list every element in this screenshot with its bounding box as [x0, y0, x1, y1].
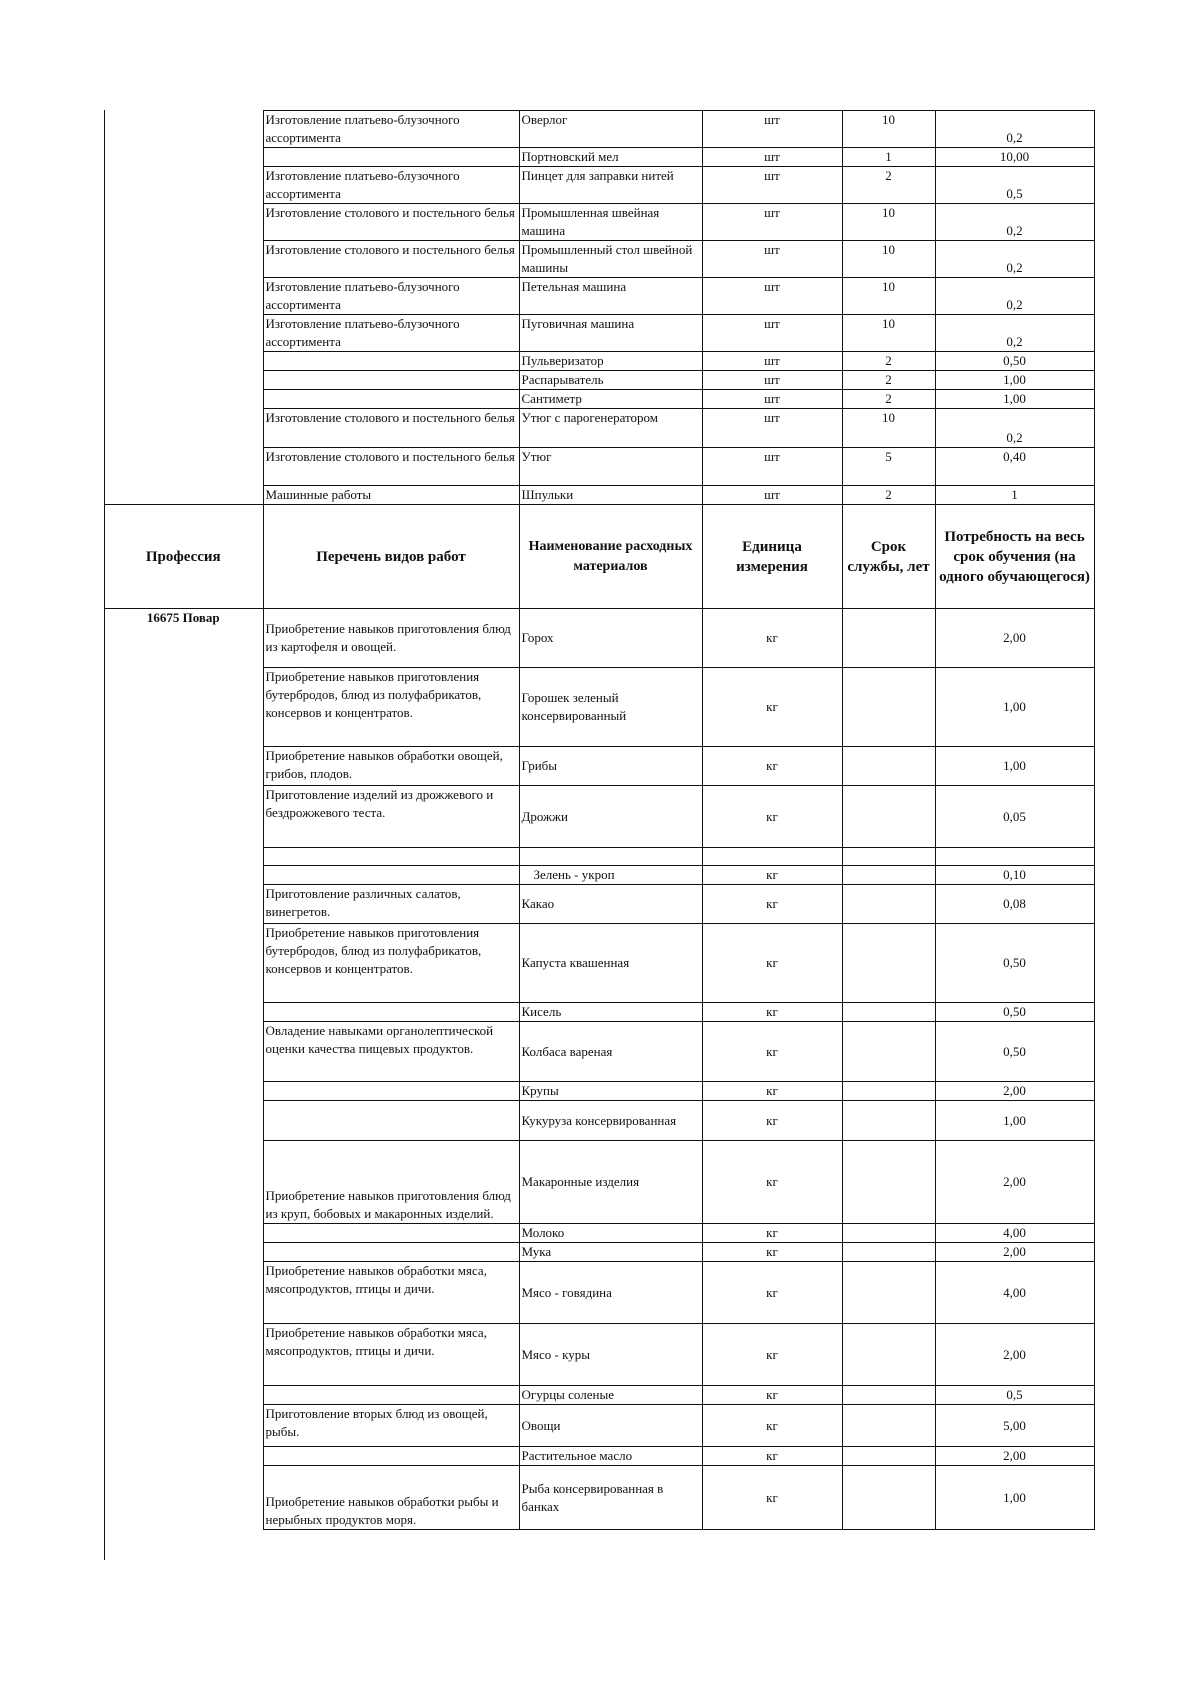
- material-cell: Какао: [519, 885, 702, 924]
- term-cell: 1: [842, 148, 935, 167]
- term-cell: 10: [842, 111, 935, 148]
- term-cell: [842, 866, 935, 885]
- unit-cell: шт: [702, 278, 842, 315]
- table-row: [104, 352, 1094, 371]
- header-profession: Профессия: [104, 505, 263, 609]
- table-row: [104, 409, 1094, 448]
- work-cell: Изготовление столового и постельного белья: [263, 448, 519, 486]
- work-cell: [263, 1101, 519, 1141]
- term-cell: 10: [842, 278, 935, 315]
- table-row: [104, 241, 1094, 278]
- need-cell: 0,5: [935, 1386, 1094, 1405]
- term-cell: 10: [842, 315, 935, 352]
- unit-cell: кг: [702, 1405, 842, 1447]
- work-cell: [263, 866, 519, 885]
- profession-cell: 16675 Повар: [146, 610, 220, 625]
- work-cell: [263, 1447, 519, 1466]
- header-term: Срок службы, лет: [842, 505, 935, 609]
- need-cell: 1,00: [935, 390, 1094, 409]
- material-cell: Сантиметр: [519, 390, 702, 409]
- term-cell: [842, 1324, 935, 1386]
- work-cell: Изготовление столового и постельного белья: [263, 241, 519, 278]
- unit-cell: кг: [702, 1141, 842, 1224]
- need-cell: 2,00: [935, 1082, 1094, 1101]
- table-row: [104, 609, 1094, 668]
- unit-cell: кг: [702, 885, 842, 924]
- unit-cell: кг: [702, 1324, 842, 1386]
- material-cell: Мука: [519, 1243, 702, 1262]
- work-cell: Изготовление платьево-блузочного ассортимента: [263, 111, 519, 148]
- need-cell: 0,5: [935, 167, 1094, 204]
- table-row: [104, 167, 1094, 204]
- term-cell: [842, 609, 935, 668]
- need-cell: 1,00: [935, 668, 1094, 747]
- need-cell: 2,00: [935, 609, 1094, 668]
- table-row: [104, 204, 1094, 241]
- unit-cell: кг: [702, 1243, 842, 1262]
- need-cell: 0,40: [935, 448, 1094, 486]
- unit-cell: кг: [702, 1101, 842, 1141]
- unit-cell: шт: [702, 167, 842, 204]
- unit-cell: шт: [702, 352, 842, 371]
- material-cell: Горошек зеленый консервированный: [519, 668, 702, 747]
- need-cell: 2,00: [935, 1324, 1094, 1386]
- term-cell: [842, 1224, 935, 1243]
- unit-cell: шт: [702, 204, 842, 241]
- header-need: Потребность на весь срок обучения (на одного обучающегося): [935, 505, 1094, 609]
- material-cell: Овощи: [519, 1405, 702, 1447]
- term-cell: [842, 885, 935, 924]
- material-cell: Пульверизатор: [519, 352, 702, 371]
- term-cell: 2: [842, 390, 935, 409]
- material-cell: Шпульки: [519, 486, 702, 505]
- work-cell: [263, 848, 519, 866]
- work-cell: Овладение навыками органолептической оценки качества пищевых продуктов.: [263, 1022, 519, 1082]
- material-cell: Капуста квашенная: [519, 924, 702, 1003]
- term-cell: [842, 786, 935, 848]
- material-cell: Горох: [519, 609, 702, 668]
- term-cell: [842, 924, 935, 1003]
- unit-cell: кг: [702, 1003, 842, 1022]
- term-cell: 2: [842, 167, 935, 204]
- need-cell: 2,00: [935, 1243, 1094, 1262]
- need-cell: 0,2: [935, 204, 1094, 241]
- term-cell: [842, 848, 935, 866]
- unit-cell: кг: [702, 747, 842, 786]
- material-cell: Огурцы соленые: [519, 1386, 702, 1405]
- table-row: [104, 148, 1094, 167]
- term-cell: 2: [842, 371, 935, 390]
- header-materials: Наименование расходных материалов: [519, 505, 702, 609]
- need-cell: 5,00: [935, 1405, 1094, 1447]
- need-cell: 1,00: [935, 371, 1094, 390]
- need-cell: 0,2: [935, 111, 1094, 148]
- term-cell: [842, 1405, 935, 1447]
- table-row: [104, 371, 1094, 390]
- material-cell: Мясо - говядина: [519, 1262, 702, 1324]
- term-cell: [842, 1101, 935, 1141]
- material-cell: Утюг с парогенератором: [519, 409, 702, 448]
- material-cell: Кисель: [519, 1003, 702, 1022]
- work-cell: Приобретение навыков обработки овощей, грибов, плодов.: [263, 747, 519, 786]
- unit-cell: [702, 848, 842, 866]
- work-cell: Приобретение навыков обработки мяса, мясопродуктов, птицы и дичи.: [263, 1262, 519, 1324]
- material-cell: Макаронные изделия: [519, 1141, 702, 1224]
- unit-cell: шт: [702, 448, 842, 486]
- need-cell: 1,00: [935, 1466, 1094, 1530]
- material-cell: Зелень - укроп: [519, 866, 702, 885]
- need-cell: 10,00: [935, 148, 1094, 167]
- term-cell: 2: [842, 486, 935, 505]
- material-cell: Промышленная швейная машина: [519, 204, 702, 241]
- work-cell: Приготовление изделий из дрожжевого и бездрожжевого теста.: [263, 786, 519, 848]
- term-cell: [842, 1003, 935, 1022]
- work-cell: Приобретение навыков приготовления бутербродов, блюд из полуфабрикатов, консервов и концентратов.: [263, 668, 519, 747]
- work-cell: [263, 1243, 519, 1262]
- unit-cell: шт: [702, 315, 842, 352]
- material-cell: Пуговичная машина: [519, 315, 702, 352]
- work-cell: [263, 371, 519, 390]
- material-cell: Растительное масло: [519, 1447, 702, 1466]
- term-cell: [842, 1243, 935, 1262]
- header-unit: Единица измерения: [702, 505, 842, 609]
- material-cell: Петельная машина: [519, 278, 702, 315]
- header-works: Перечень видов работ: [263, 505, 519, 609]
- materials-table: [104, 110, 1095, 1530]
- term-cell: [842, 1466, 935, 1530]
- material-cell: Портновский мел: [519, 148, 702, 167]
- unit-cell: шт: [702, 409, 842, 448]
- material-cell: Крупы: [519, 1082, 702, 1101]
- work-cell: [263, 1082, 519, 1101]
- work-cell: Изготовление столового и постельного белья: [263, 409, 519, 448]
- term-cell: 10: [842, 204, 935, 241]
- work-cell: Изготовление платьево-блузочного ассортимента: [263, 278, 519, 315]
- table-row: [104, 486, 1094, 505]
- term-cell: 10: [842, 241, 935, 278]
- unit-cell: кг: [702, 924, 842, 1003]
- work-cell: [263, 1386, 519, 1405]
- work-cell: Приготовление вторых блюд из овощей, рыбы.: [263, 1405, 519, 1447]
- need-cell: 0,08: [935, 885, 1094, 924]
- need-cell: 0,50: [935, 1003, 1094, 1022]
- material-cell: Промышленный стол швейной машины: [519, 241, 702, 278]
- unit-cell: кг: [702, 1224, 842, 1243]
- need-cell: 1,00: [935, 747, 1094, 786]
- need-cell: [935, 848, 1094, 866]
- table-row: [104, 390, 1094, 409]
- work-cell: Приобретение навыков обработки рыбы и нерыбных продуктов моря.: [263, 1466, 519, 1530]
- need-cell: 1,00: [935, 1101, 1094, 1141]
- need-cell: 0,50: [935, 924, 1094, 1003]
- need-cell: 0,2: [935, 315, 1094, 352]
- unit-cell: кг: [702, 1386, 842, 1405]
- term-cell: 10: [842, 409, 935, 448]
- term-cell: [842, 1141, 935, 1224]
- work-cell: Приобретение навыков приготовления блюд из круп, бобовых и макаронных изделий.: [263, 1141, 519, 1224]
- need-cell: 0,2: [935, 409, 1094, 448]
- table-header-row: [104, 505, 1094, 609]
- unit-cell: кг: [702, 1466, 842, 1530]
- need-cell: 0,2: [935, 278, 1094, 315]
- need-cell: 0,50: [935, 1022, 1094, 1082]
- unit-cell: кг: [702, 668, 842, 747]
- term-cell: 5: [842, 448, 935, 486]
- need-cell: 1: [935, 486, 1094, 505]
- material-cell: Рыба консервированная в банках: [519, 1466, 702, 1530]
- term-cell: [842, 1447, 935, 1466]
- unit-cell: кг: [702, 866, 842, 885]
- material-cell: Грибы: [519, 747, 702, 786]
- material-cell: Оверлог: [519, 111, 702, 148]
- unit-cell: кг: [702, 609, 842, 668]
- unit-cell: шт: [702, 241, 842, 278]
- work-cell: Приобретение навыков обработки мяса, мясопродуктов, птицы и дичи.: [263, 1324, 519, 1386]
- need-cell: 4,00: [935, 1224, 1094, 1243]
- work-cell: [263, 390, 519, 409]
- need-cell: 0,2: [935, 241, 1094, 278]
- material-cell: [519, 848, 702, 866]
- work-cell: Приобретение навыков приготовления блюд из картофеля и овощей.: [263, 609, 519, 668]
- unit-cell: шт: [702, 390, 842, 409]
- table-row: [104, 315, 1094, 352]
- unit-cell: кг: [702, 1447, 842, 1466]
- work-cell: Машинные работы: [263, 486, 519, 505]
- unit-cell: шт: [702, 371, 842, 390]
- term-cell: [842, 1082, 935, 1101]
- material-cell: Колбаса вареная: [519, 1022, 702, 1082]
- work-cell: Изготовление платьево-блузочного ассортимента: [263, 315, 519, 352]
- material-cell: Дрожжи: [519, 786, 702, 848]
- work-cell: [263, 352, 519, 371]
- unit-cell: кг: [702, 1022, 842, 1082]
- unit-cell: кг: [702, 1082, 842, 1101]
- work-cell: Изготовление столового и постельного белья: [263, 204, 519, 241]
- need-cell: 2,00: [935, 1141, 1094, 1224]
- table-row: [104, 111, 1094, 148]
- material-cell: Кукуруза консервированная: [519, 1101, 702, 1141]
- unit-cell: шт: [702, 111, 842, 148]
- term-cell: [842, 668, 935, 747]
- work-cell: [263, 148, 519, 167]
- need-cell: 0,50: [935, 352, 1094, 371]
- table-row: [104, 278, 1094, 315]
- unit-cell: кг: [702, 786, 842, 848]
- term-cell: [842, 1386, 935, 1405]
- term-cell: [842, 747, 935, 786]
- unit-cell: шт: [702, 486, 842, 505]
- table-row: [104, 448, 1094, 486]
- work-cell: Приобретение навыков приготовления бутербродов, блюд из полуфабрикатов, консервов и концентратов.: [263, 924, 519, 1003]
- term-cell: 2: [842, 352, 935, 371]
- material-cell: Распарыватель: [519, 371, 702, 390]
- material-cell: Молоко: [519, 1224, 702, 1243]
- need-cell: 2,00: [935, 1447, 1094, 1466]
- need-cell: 0,05: [935, 786, 1094, 848]
- work-cell: Изготовление платьево-блузочного ассортимента: [263, 167, 519, 204]
- work-cell: [263, 1224, 519, 1243]
- work-cell: [263, 1003, 519, 1022]
- need-cell: 0,10: [935, 866, 1094, 885]
- work-cell: Приготовление различных салатов, винегретов.: [263, 885, 519, 924]
- material-cell: Пинцет для заправки нитей: [519, 167, 702, 204]
- material-cell: Мясо - куры: [519, 1324, 702, 1386]
- need-cell: 4,00: [935, 1262, 1094, 1324]
- term-cell: [842, 1262, 935, 1324]
- term-cell: [842, 1022, 935, 1082]
- unit-cell: кг: [702, 1262, 842, 1324]
- material-cell: Утюг: [519, 448, 702, 486]
- unit-cell: шт: [702, 148, 842, 167]
